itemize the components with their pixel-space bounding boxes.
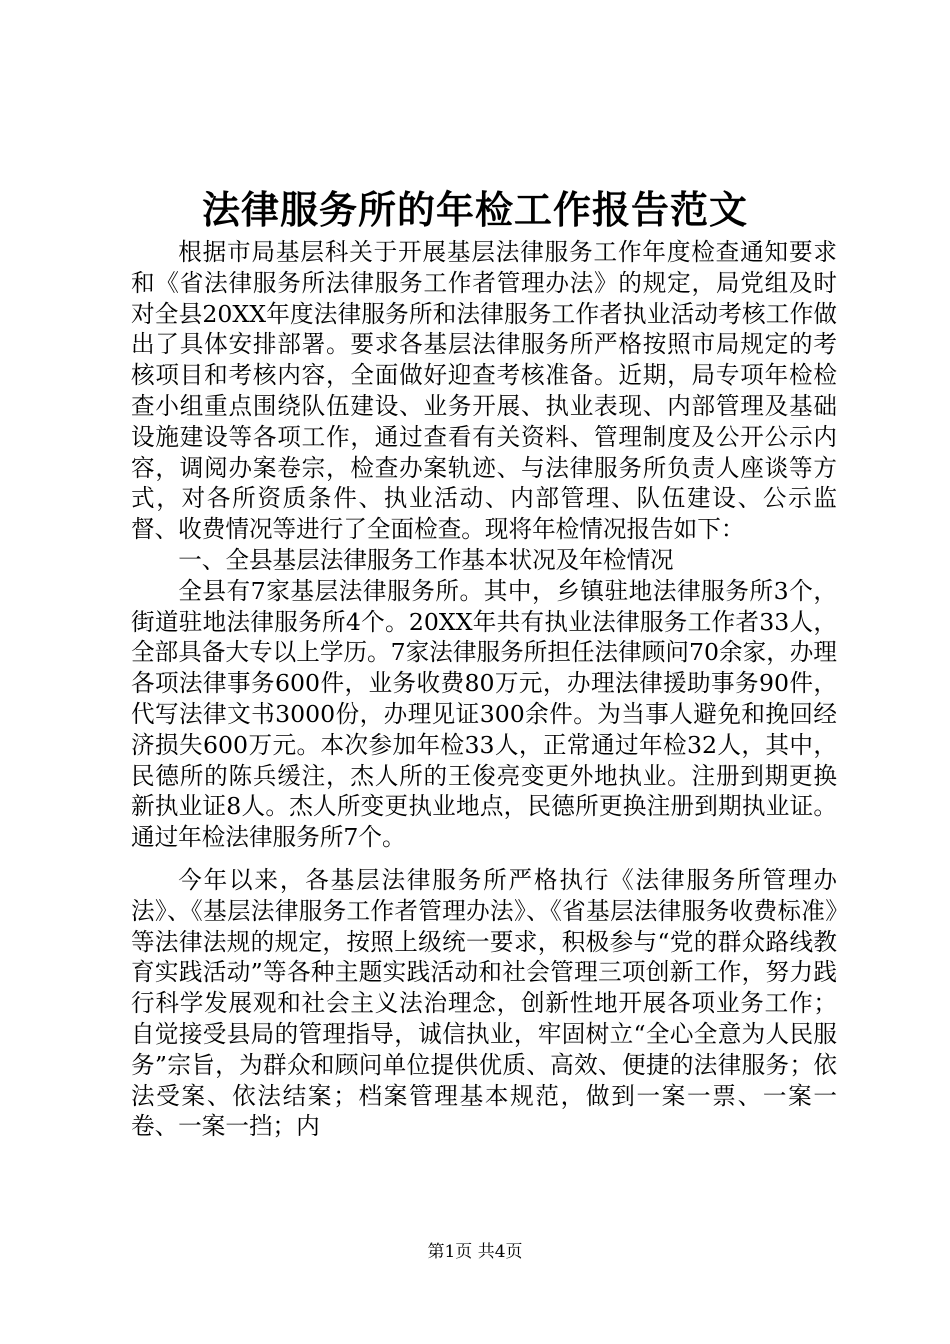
document-title: 法律服务所的年检工作报告范文 — [201, 187, 748, 232]
paragraph-intro: 根据市局基层科关于开展基层法律服务工作年度检查通知要求和《省法律服务所法律服务工作者管理办法》的规定，局党组及时对全县20XX年度法律服务所和法律服务工作者执业活动考核工作做出了具体安排部署。要求各基层法律服务所严格按照市局规定的考核项目和考核内容，全面做好迎查考核准备。近期，局专项年检检查小组重点围绕队伍建设、业务开展、执业表现、内部管理及基础设施建设等各项工作，通过查看有关资料、管理制度及公开公示内容，调阅办案卷宗，检查办案轨迹、与法律服务所负责人座谈等方式，对各所资质条件、执业活动、内部管理、队伍建设、公示监督、收费情况等进行了全面检查。现将年检情况报告如下： — [131, 238, 837, 544]
document-body — [131, 237, 837, 1142]
page-footer: 第1页 共4页 — [427, 1242, 523, 1262]
section-heading-1: 一、全县基层法律服务工作基本状况及年检情况 — [178, 545, 674, 574]
paragraph-overview: 全县有7家基层法律服务所。其中，乡镇驻地法律服务所3个，街道驻地法律服务所4个。20XX年共有执业法律服务工作者33人，全部具备大专以上学历。7家法律服务所担任法律顾问70余家，办理各项法律事务600件，业务收费80万元，办理法律援助事务90件，代写法律文书3000份，办理见证300余件。为当事人避免和挽回经济损失600万元。本次参加年检33人，正常通过年检32人，其中，民德所的陈兵缓注，杰人所的王俊亮变更外地执业。注册到期更换新执业证8人。杰人所变更执业地点，民德所更换注册到期执业证。通过年检法律服务所7个。 — [131, 576, 837, 852]
paragraph-practice: 今年以来，各基层法律服务所严格执行《法律服务所管理办法》、《基层法律服务工作者管理办法》、《省基层法律服务收费标准》等法律法规的规定，按照上级统一要求，积极参与“党的群众路线教育实践活动”等各种主题实践活动和社会管理三项创新工作，努力践行科学发展观和社会主义法治理念，创新性地开展各项业务工作；自觉接受县局的管理指导，诚信执业，牢固树立“全心全意为人民服务”宗旨，为群众和顾问单位提供优质、高效、便捷的法律服务；依法受案、依法结案；档案管理基本规范，做到一案一票、一案一卷、一案一挡；内 — [131, 865, 837, 1141]
